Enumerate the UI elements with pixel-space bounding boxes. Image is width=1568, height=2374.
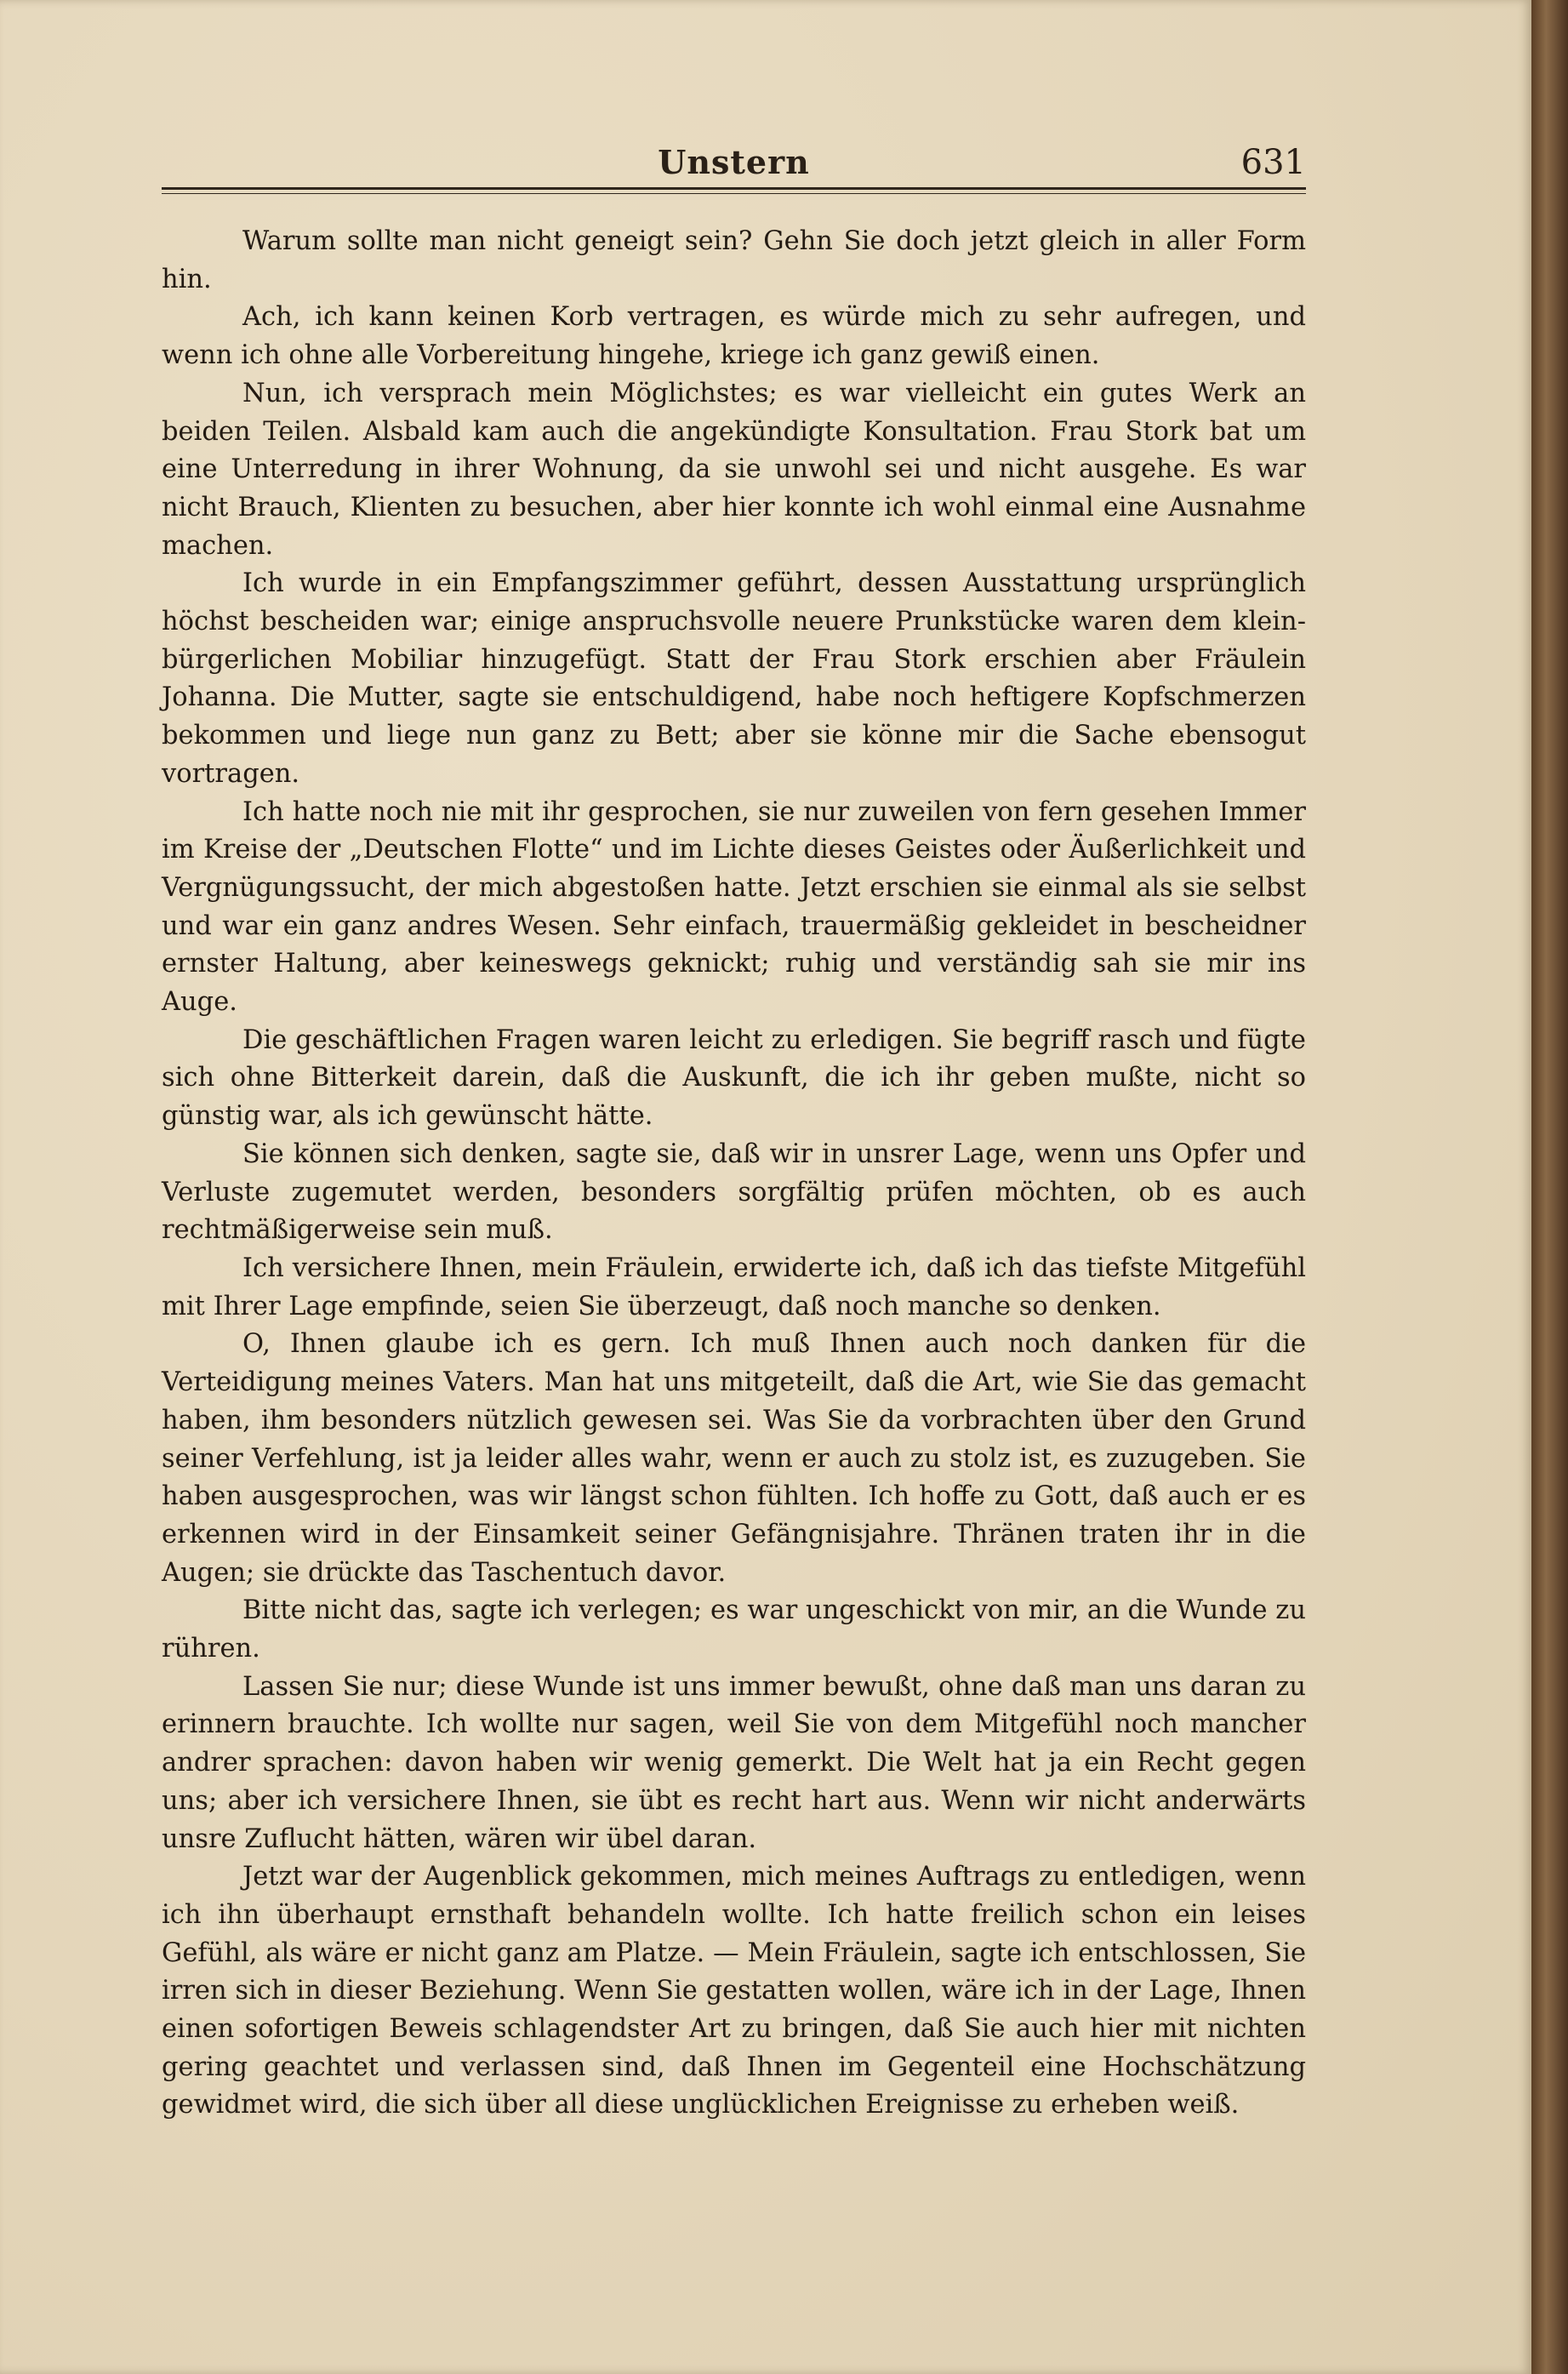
paragraph: Nun, ich versprach mein Möglichstes; es war vielleicht ein gutes Werk an beiden Teilen. Alsbald kam auch die angekündigte Konsultation. Frau Stork bat um eine Unterredung in ihrer Wohnung, da sie unwohl sei und nicht ausgehe. Es war nicht Brauch, Klienten zu besuchen, aber hier konnte ich wohl einmal eine Ausnahme machen. bbox=[162, 378, 1306, 561]
running-title: Unstern bbox=[658, 143, 810, 181]
paragraph: Ich wurde in ein Empfangszimmer geführt, dessen Ausstattung ursprünglich höchst bescheiden war; einige anspruchsvolle neuere Prunkstücke waren dem kleinbürgerlichen Mobiliar hinzugefügt. Statt der Frau Stork erschien aber Fräulein Johanna. Die Mutter, sagte sie entschuldigend, habe noch heftigere Kopfschmerzen bekommen und liege nun ganz zu Bett; aber sie könne mir die Sache ebensogut vortragen. bbox=[162, 568, 1306, 789]
paragraph: O, Ihnen glaube ich es gern. Ich muß Ihnen auch noch danken für die Verteidigung meines Vaters. Man hat uns mitgeteilt, daß die Art, wie Sie das gemacht haben, ihm besonders nützlich gewesen sei. Was Sie da vorbrachten über den Grund seiner Verfehlung, ist ja leider alles wahr, wenn er auch zu stolz ist, es zuzugeben. Sie haben ausgesprochen, was wir längst schon fühlten. Ich hoffe zu Gott, daß auch er es erkennen wird in der Einsamkeit seiner Gefängnisjahre. Thränen traten ihr in die Augen; sie drückte das Taschentuch davor. bbox=[162, 1329, 1306, 1588]
paragraph: Sie können sich denken, sagte sie, daß wir in unsrer Lage, wenn uns Opfer und Verluste zugemutet werden, besonders sorgfältig prüfen möchten, ob es auch rechtmäßigerweise sein muß. bbox=[162, 1138, 1306, 1246]
running-header bbox=[162, 143, 1306, 184]
paragraph: Bitte nicht das, sagte ich verlegen; es war ungeschickt von mir, an die Wunde zu rühren. bbox=[162, 1595, 1306, 1664]
paragraph: Ich hatte noch nie mit ihr gesprochen, sie nur zuweilen von fern gesehen Immer im Kreise der „Deutschen Flotte“ und im Lichte dieses Geistes oder Äußerlichkeit und Vergnügungssucht, der mich abgestoßen hatte. Jetzt erschien sie einmal als sie selbst und war ein ganz andres Wesen. Sehr einfach, trauermäßig gekleidet in bescheidner ernster Haltung, aber keineswegs geknickt; ruhig und verständig sah sie mir ins Auge. bbox=[162, 796, 1306, 1018]
paragraph: Warum sollte man nicht geneigt sein? Gehn Sie doch jetzt gleich in aller Form hin. bbox=[162, 226, 1306, 294]
header-rule-thick bbox=[162, 187, 1306, 190]
paragraph: Ich versichere Ihnen, mein Fräulein, erwiderte ich, daß ich das tiefste Mitgefühl mit Ihrer Lage empfinde, seien Sie überzeugt, daß noch manche so denken. bbox=[162, 1253, 1306, 1321]
page-number: 631 bbox=[1240, 143, 1306, 182]
paragraph: Lassen Sie nur; diese Wunde ist uns immer bewußt, ohne daß man uns daran zu erinnern brauchte. Ich wollte nur sagen, weil Sie von dem Mitgefühl noch mancher andrer sprachen: davon haben wir wenig gemerkt. Die Welt hat ja ein Recht gegen uns; aber ich versichere Ihnen, sie übt es recht hart aus. Wenn wir nicht anderwärts unsre Zuflucht hätten, wären wir übel daran. bbox=[162, 1671, 1306, 1854]
header-rule-thin bbox=[162, 193, 1306, 194]
book-spine-edge bbox=[1531, 0, 1568, 2374]
paragraph: Ach, ich kann keinen Korb vertragen, es würde mich zu sehr aufregen, und wenn ich ohne alle Vorbereitung hingehe, kriege ich ganz gewiß einen. bbox=[162, 302, 1306, 371]
paragraph: Die geschäftlichen Fragen waren leicht zu erledigen. Sie begriff rasch und fügte sich ohne Bitterkeit darein, daß die Auskunft, die ich ihr geben mußte, nicht so günstig war, als ich gewünscht hätte. bbox=[162, 1024, 1306, 1132]
body-text bbox=[162, 223, 1306, 2125]
paragraph: Jetzt war der Augenblick gekommen, mich meines Auftrags zu entledigen, wenn ich ihn überhaupt ernsthaft behandeln wollte. Ich hatte freilich schon ein leises Gefühl, als wäre er nicht ganz am Platze. — Mein Fräulein, sagte ich entschlossen, Sie irren sich in dieser Beziehung. Wenn Sie gestatten wollen, wäre ich in der Lage, Ihnen einen sofortigen Beweis schlagendster Art zu bringen, daß Sie auch hier mit nichten gering geachtet und verlassen sind, daß Ihnen im Gegenteil eine Hochschätzung gewidmet wird, die sich über all diese unglücklichen Ereignisse zu erheben weiß. bbox=[162, 1862, 1306, 2120]
